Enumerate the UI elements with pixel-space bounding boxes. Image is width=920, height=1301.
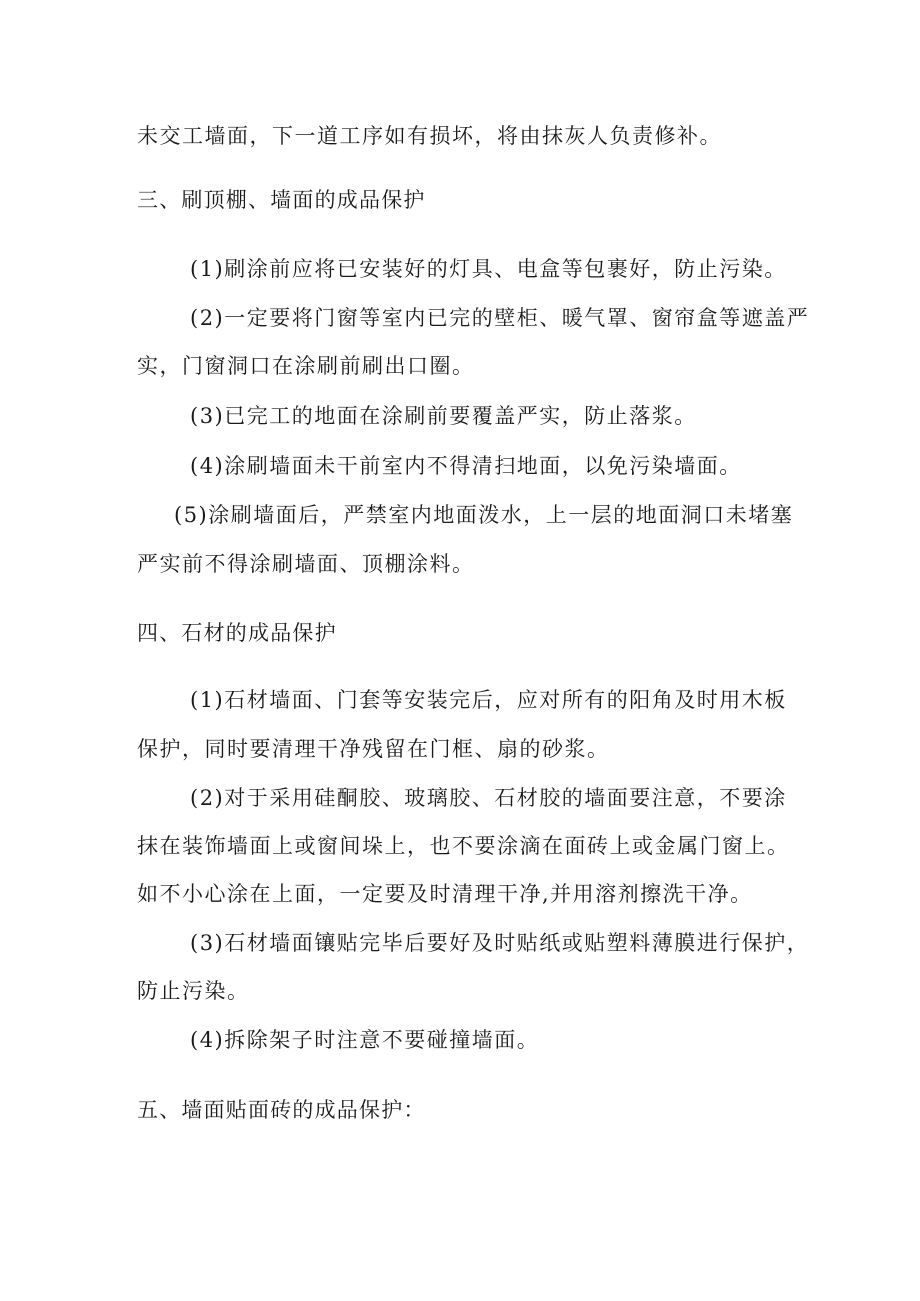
list-item-line: (3)已完工的地面在涂刷前要覆盖严实，防止落浆。 xyxy=(190,404,697,428)
list-item-line: (4)涂刷墙面未干前室内不得清扫地面，以免污染墙面。 xyxy=(190,454,742,478)
list-item-line: (5)涂刷墙面后，严禁室内地面泼水，上一层的地面洞口未堵塞 xyxy=(174,503,794,527)
list-item-line: (2)一定要将门窗等室内已完的壁柜、暖气罩、窗帘盒等遮盖严 xyxy=(190,306,810,330)
section-heading: 五、墙面贴面砖的成品保护： xyxy=(137,1098,426,1122)
section-heading: 三、刷顶棚、墙面的成品保护 xyxy=(137,188,426,212)
list-item-continuation: 防止污染。 xyxy=(137,979,250,1003)
list-item-continuation: 实，门窗洞口在涂刷前刷出口圈。 xyxy=(137,354,475,378)
list-item-line: (3)石材墙面镶贴完毕后要好及时贴纸或贴塑料薄膜进行保护， xyxy=(190,931,810,955)
list-item-line: (4)拆除架子时注意不要碰撞墙面。 xyxy=(190,1028,540,1052)
list-item-continuation: 严实前不得涂刷墙面、顶棚涂料。 xyxy=(137,552,475,576)
list-item-continuation: 抹在装饰墙面上或窗间垛上，也不要涂滴在面砖上或金属门窗上。 xyxy=(137,834,790,858)
list-item-continuation: 保护，同时要清理干净残留在门框、扇的砂浆。 xyxy=(137,737,610,761)
list-item-line: (1)石材墙面、门套等安装完后，应对所有的阳角及时用木板 xyxy=(190,688,787,712)
list-item-line: (1)刷涂前应将已安装好的灯具、电盒等包裹好，防止污染。 xyxy=(190,257,787,281)
section-heading: 四、石材的成品保护 xyxy=(137,621,337,645)
paragraph-line: 未交工墙面，下一道工序如有损坏，将由抹灰人负责修补。 xyxy=(137,124,722,148)
list-item-continuation: 如不小心涂在上面，一定要及时清理干净,并用溶剂擦洗干净。 xyxy=(137,882,753,906)
list-item-line: (2)对于采用硅酮胶、玻璃胶、石材胶的墙面要注意，不要涂 xyxy=(190,786,787,810)
